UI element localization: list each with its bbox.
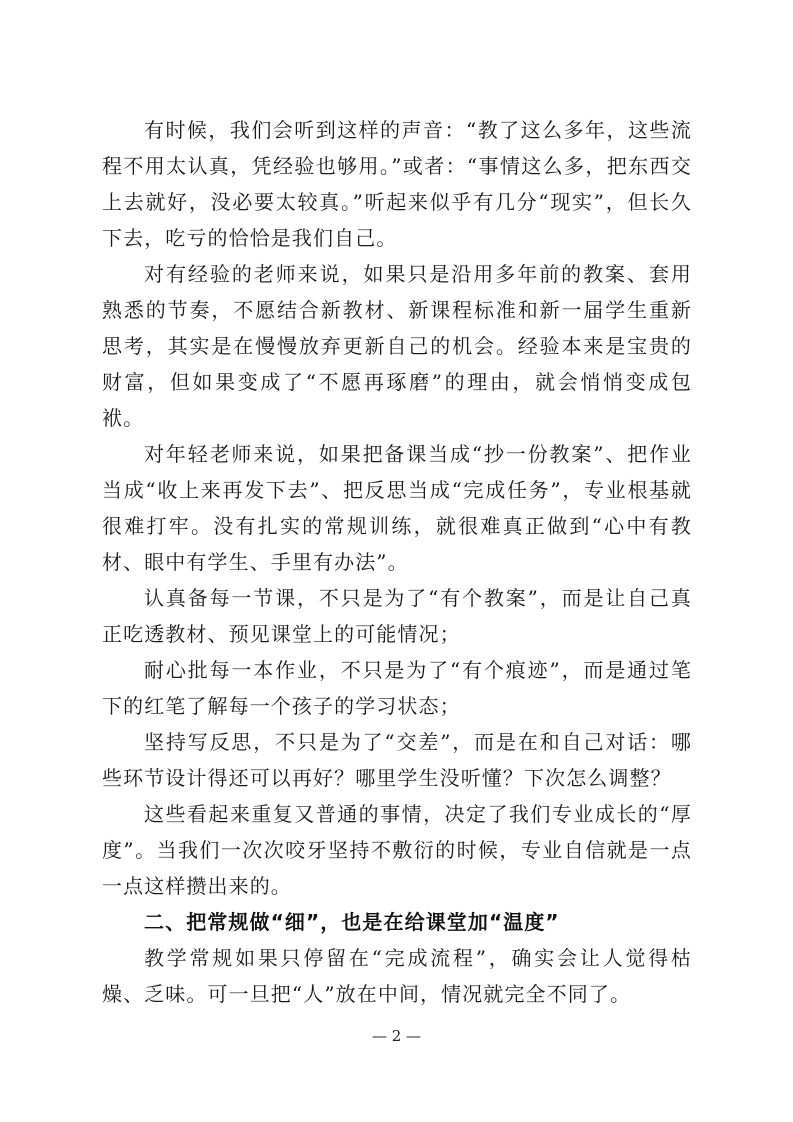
paragraph-4: 认真备每一节课，不只是为了“有个教案”，而是让自己真正吃透教材、预见课堂上的可能情况；: [102, 586, 692, 646]
paragraph-8: 教学常规如果只停留在“完成流程”，确实会让人觉得枯燥、乏味。可一旦把“人”放在中间，情况就完全不同了。: [102, 946, 692, 1006]
paragraph-3: 对年轻老师来说，如果把备课当成“抄一份教案”、把作业当成“收上来再发下去”、把反思当成“完成任务”，专业根基就很难打牢。没有扎实的常规训练，就很难真正做到“心中有教材、眼中有学生、手里有办法”。: [102, 442, 692, 574]
paragraph-6: 坚持写反思，不只是为了“交差”，而是在和自己对话：哪些环节设计得还可以再好？哪里学生没听懂？下次怎么调整？: [102, 730, 692, 790]
paragraph-7: 这些看起来重复又普通的事情，决定了我们专业成长的“厚度”。当我们一次次咬牙坚持不敷衍的时候，专业自信就是一点一点这样攒出来的。: [102, 802, 692, 898]
paragraph-5: 耐心批每一本作业，不只是为了“有个痕迹”，而是通过笔下的红笔了解每一个孩子的学习状态；: [102, 658, 692, 718]
paragraph-1: 有时候，我们会听到这样的声音：“教了这么多年，这些流程不用太认真，凭经验也够用。”或者：“事情这么多，把东西交上去就好，没必要太较真。”听起来似乎有几分“现实”，但长久下去，吃亏的恰恰是我们自己。: [102, 118, 692, 250]
page-number: — 2 —: [371, 1027, 422, 1045]
section-heading: 二、把常规做“细”，也是在给课堂加“温度”: [144, 910, 560, 934]
paragraph-2: 对有经验的老师来说，如果只是沿用多年前的教案、套用熟悉的节奏，不愿结合新教材、新课程标准和新一届学生重新思考，其实是在慢慢放弃更新自己的机会。经验本来是宝贵的财富，但如果变成了“不愿再琢磨”的理由，就会悄悄变成包袱。: [102, 262, 692, 430]
document-body: [102, 112, 692, 1012]
